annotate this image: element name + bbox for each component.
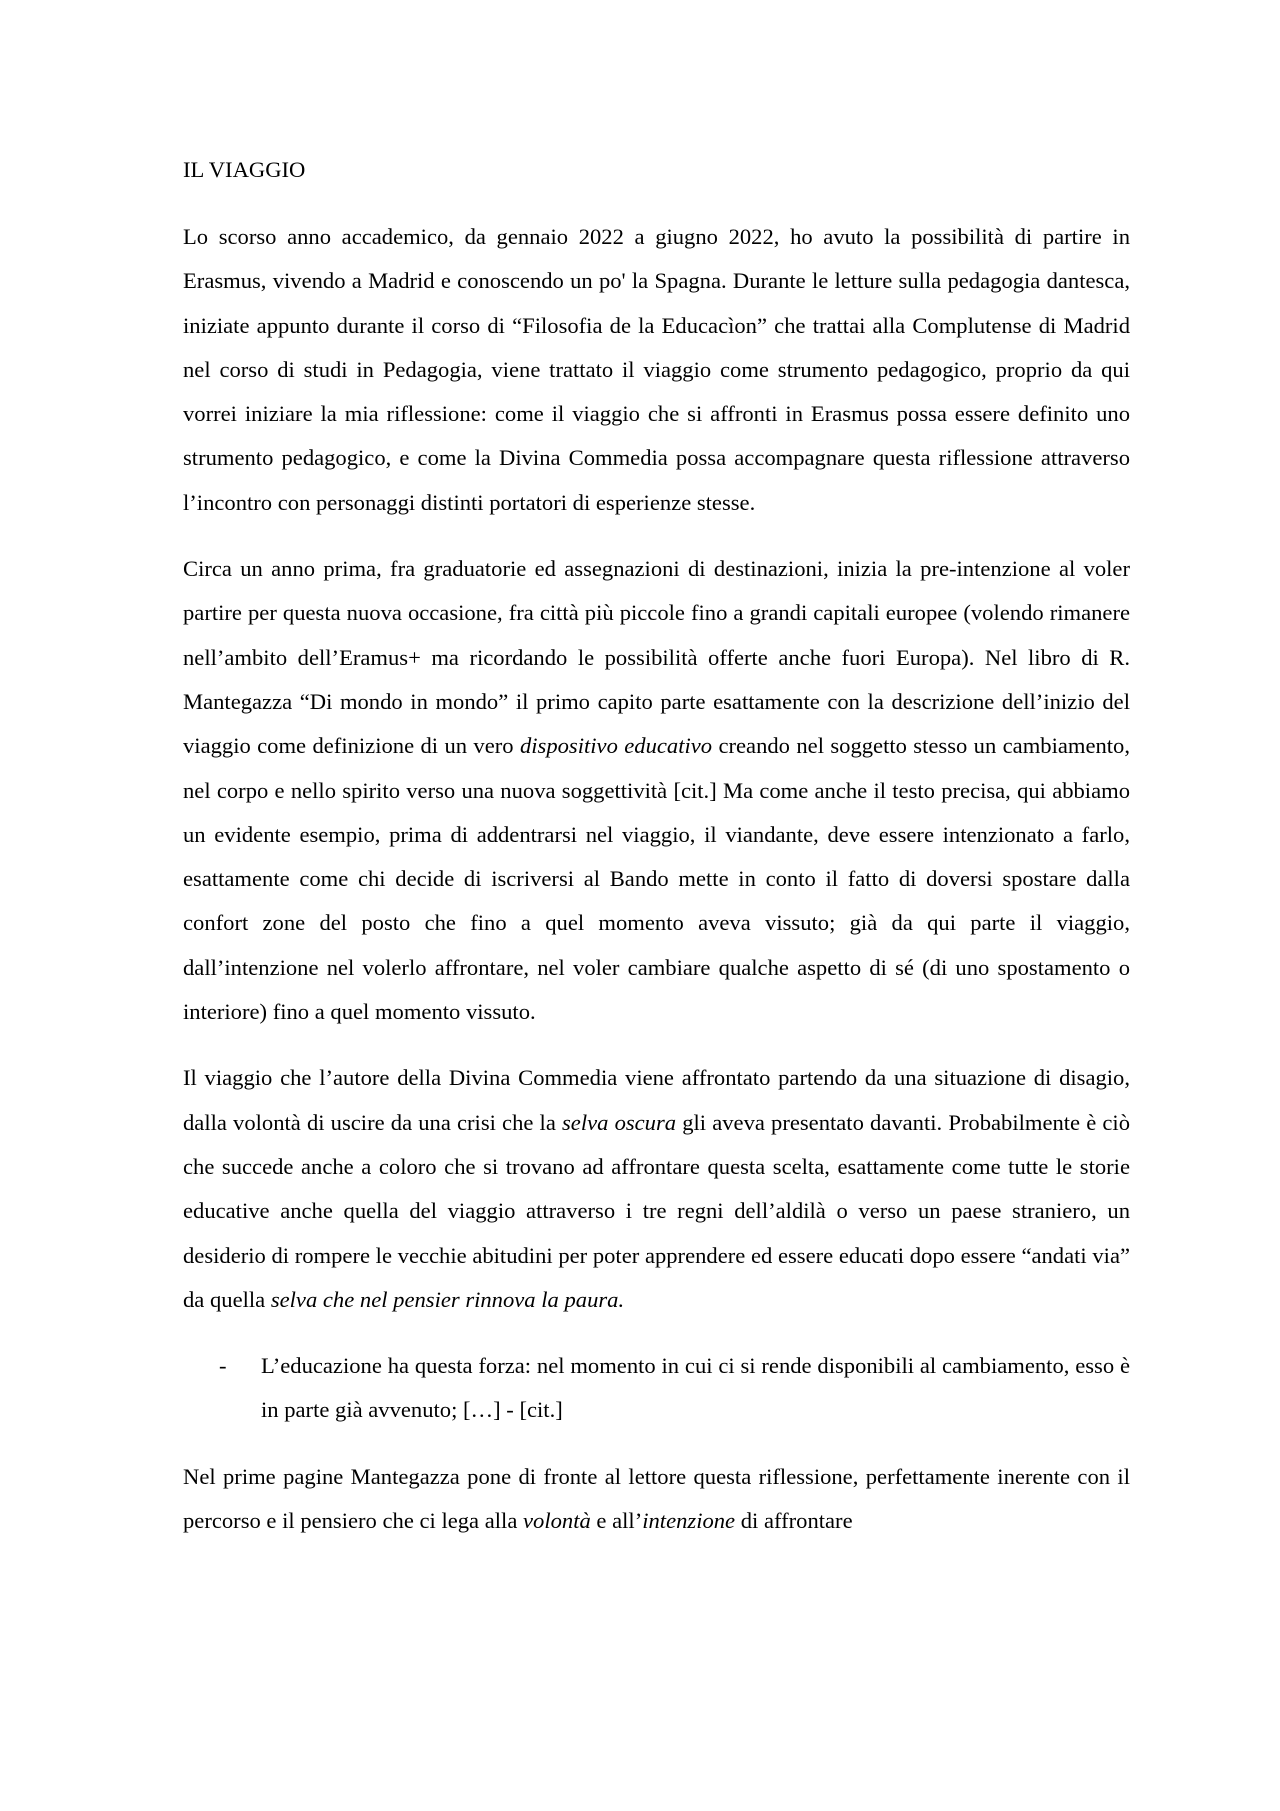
text-run: di affrontare [735,1508,853,1534]
text-run: Nel prime pagine Mantegazza pone di fronte al lettore questa riflessione, perfettamente inerente con il percorso e il pensiero che ci lega alla [183,1463,1130,1534]
text-run: e all’ [590,1508,643,1534]
quote-text: L’educazione ha questa forza: nel momento in cui ci si rende disponibili al cambiamento, esso è in parte già avvenuto; […] - [cit.] [261,1353,1130,1423]
body-paragraph [183,215,1130,525]
text-run: Il viaggio che l’autore della Divina Commedia viene affrontato partendo da una situazione di disagio, dalla volontà di uscire da una crisi che la [183,1065,1130,1135]
body-paragraphs [183,215,1130,1322]
italic-text-run: volontà [523,1508,591,1534]
text-run: Lo scorso anno accademico, da gennaio 2022 a giugno 2022, ho avuto la possibilità di partire in Erasmus, vivendo a Madrid e conoscendo un po' la Spagna. Durante le letture sulla pedagogia dantesca, iniziate appunto durante il corso di “Filosofia de la Educacìon” che trattai alla Complutense di Madrid nel corso di studi in Pedagogia, viene trattato il viaggio come strumento pedagogico, proprio da qui vorrei iniziare la mia riflessione: come il viaggio che si affronti in Erasmus possa essere definito uno strumento pedagogico, e come la Divina Commedia possa accompagnare questa riflessione attraverso l’incontro con personaggi distinti portatori di esperienze stesse. [183,224,1130,515]
quote-dash: - [219,1353,227,1379]
italic-text-run: intenzione [642,1508,736,1534]
text-run: gli aveva presentato davanti. Probabilmente è ciò che succede anche a coloro che si trovano ad affrontare questa scelta, esattamente come tutte le storie educative anche quella del viaggio attraverso i tre regni dell’aldilà o verso un paese straniero, un desiderio di rompere le vecchie abitudini per poter apprendere ed essere educati dopo essere “andati via” da quella [183,1109,1131,1312]
italic-text-run: selva oscura [562,1109,677,1135]
block-quote [183,1344,1130,1433]
body-paragraph [183,547,1130,1034]
document-title: IL VIAGGIO [183,157,306,182]
italic-text-run: selva che nel pensier rinnova la paura. [270,1286,625,1312]
italic-text-run: dispositivo educativo [519,733,713,759]
body-paragraph [183,1056,1130,1322]
text-run: creando nel soggetto stesso un cambiamento, nel corpo e nello spirito verso una nuova soggettività [cit.] Ma come anche il testo precisa, qui abbiamo un evidente esempio, prima di addentrarsi nel viaggio, il viandante, deve essere intenzionato a farlo, esattamente come chi decide di iscriversi al Bando mette in conto il fatto di doversi spostare dalla confort zone del posto che fino a quel momento aveva vissuto; già da qui parte il viaggio, dall’intenzione nel volerlo affrontare, nel voler cambiare qualche aspetto di sé (di uno spostamento o interiore) fino a quel momento vissuto. [183,733,1131,1025]
text-run: Circa un anno prima, fra graduatorie ed assegnazioni di destinazioni, inizia la pre-intenzione al voler partire per questa nuova occasione, fra città più piccole fino a grandi capitali europee (volendo rimanere nell’ambito dell’Eramus+ ma ricordando le possibilità offerte anche fuori Europa). Nel libro di R. Mantegazza “Di mondo in mondo” il primo capito parte esattamente con la descrizione dell’inizio del viaggio come definizione di un vero [183,556,1130,759]
closing-paragraph [183,1455,1130,1544]
